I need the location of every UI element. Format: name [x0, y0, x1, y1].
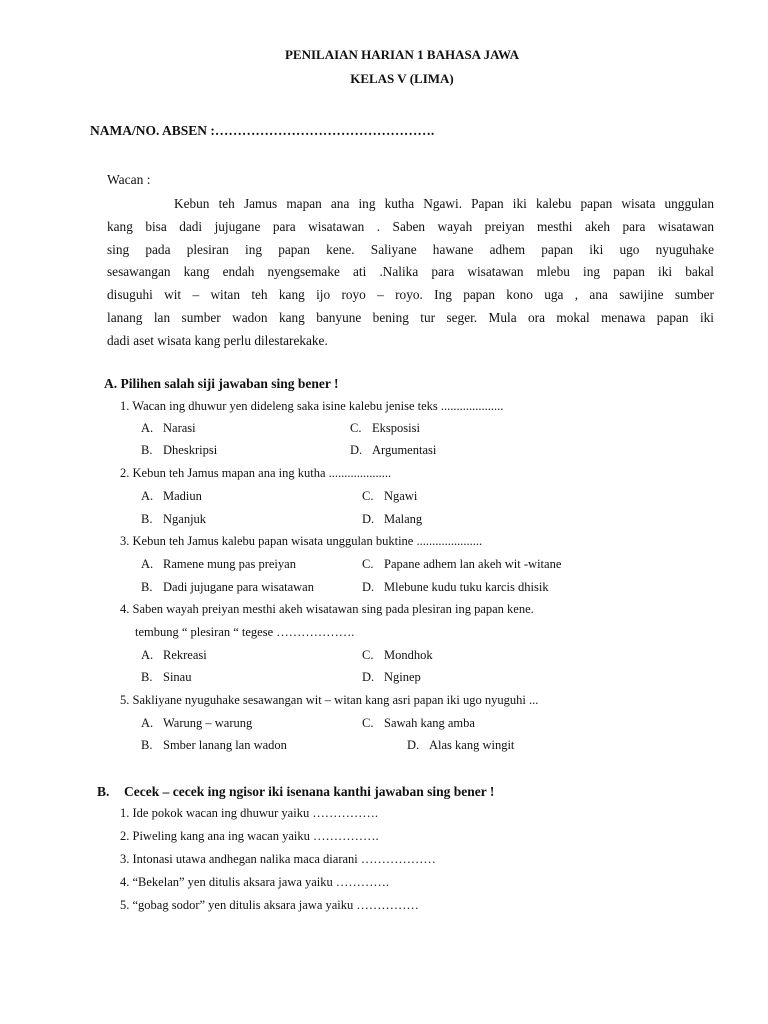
- option: A. Narasi: [141, 421, 196, 435]
- question-4: 4. Saben wayah preiyan mesthi akeh wisatawan sing pada plesiran ing papan kene.: [120, 602, 534, 616]
- list-item: 3. Intonasi utawa andhegan nalika maca diarani ………………: [120, 852, 436, 866]
- list-item: 4. “Bekelan” yen ditulis aksara jawa yaiku ………….: [120, 875, 390, 889]
- option: B. Sinau: [141, 670, 192, 684]
- page-title: PENILAIAN HARIAN 1 BAHASA JAWA: [284, 47, 520, 62]
- reading-label: Wacan :: [107, 172, 151, 187]
- question-3: 3. Kebun teh Jamus kalebu papan wisata unggulan buktine .....................: [120, 534, 483, 548]
- passage-line: lanang lan sumber wadon kang banyune bening tur seger. Mula ora mokal menawa papan iki: [107, 309, 714, 325]
- passage-line: disuguhi wit – witan teh kang ijo royo – royo. Ing papan kono uga , ana sawijine sumber: [107, 287, 714, 303]
- option: B. Smber lanang lan wadon: [141, 738, 287, 752]
- class-label: KELAS V (LIMA): [350, 71, 454, 86]
- question-2: 2. Kebun teh Jamus mapan ana ing kutha ....................: [120, 466, 392, 480]
- option: D. Nginep: [362, 670, 421, 684]
- option: A. Warung – warung: [141, 716, 253, 730]
- option: C. Ngawi: [362, 489, 418, 503]
- question-1: 1. Wacan ing dhuwur yen dideleng saka isine kalebu jenise teks ....................: [120, 399, 504, 413]
- option: C. Eksposisi: [350, 421, 420, 435]
- option: D. Argumentasi: [350, 443, 437, 457]
- option: C. Mondhok: [362, 648, 433, 662]
- question-4-continuation: tembung “ plesiran “ tegese ……………….: [135, 625, 355, 639]
- name-field: NAMA/NO. ABSEN :………………………………………….: [90, 123, 435, 138]
- option: D. Alas kang wingit: [407, 738, 515, 752]
- option: C. Sawah kang amba: [362, 716, 475, 730]
- passage-line: sing pada plesiran ing papan kene. Saliyane hawane adhem papan iki ugo nyuguhake: [107, 241, 714, 257]
- option: D. Mlebune kudu tuku karcis dhisik: [362, 580, 549, 594]
- passage-line: dadi aset wisata kang perlu dilestarekake.: [107, 332, 328, 348]
- list-item: 1. Ide pokok wacan ing dhuwur yaiku …………….: [120, 806, 378, 820]
- option: C. Papane adhem lan akeh wit -witane: [362, 557, 562, 571]
- question-5: 5. Sakliyane nyuguhake sesawangan wit – witan kang asri papan iki ugo nyuguhi ...: [120, 693, 539, 707]
- option: B. Dadi jujugane para wisatawan: [141, 580, 314, 594]
- reading-passage: [107, 193, 714, 353]
- section-b-label: B.: [97, 784, 110, 799]
- option: A. Madiun: [141, 489, 202, 503]
- list-item: 5. “gobag sodor” yen ditulis aksara jawa yaiku ……………: [120, 898, 419, 912]
- passage-line: sesawangan kang endah nyengsemake ati .Nalika para wisatawan mlebu ing papan iki bakal: [107, 264, 714, 280]
- option: A. Rekreasi: [141, 648, 207, 662]
- option: A. Ramene mung pas preiyan: [141, 557, 296, 571]
- passage-line: Kebun teh Jamus mapan ana ing kutha Ngawi. Papan iki kalebu papan wisata unggulan: [174, 196, 714, 211]
- section-b-heading: Cecek – cecek ing ngisor iki isenana kanthi jawaban sing bener !: [124, 784, 495, 799]
- option: B. Nganjuk: [141, 512, 207, 526]
- passage-line: kang bisa dadi jujugane para wisatawan . Saben wayah preiyan mesthi akeh para wisatawan: [107, 218, 714, 234]
- option: B. Dheskripsi: [141, 443, 218, 457]
- option: D. Malang: [362, 512, 423, 526]
- section-a-heading: A. Pilihen salah siji jawaban sing bener !: [104, 376, 339, 391]
- list-item: 2. Piweling kang ana ing wacan yaiku …………….: [120, 829, 379, 843]
